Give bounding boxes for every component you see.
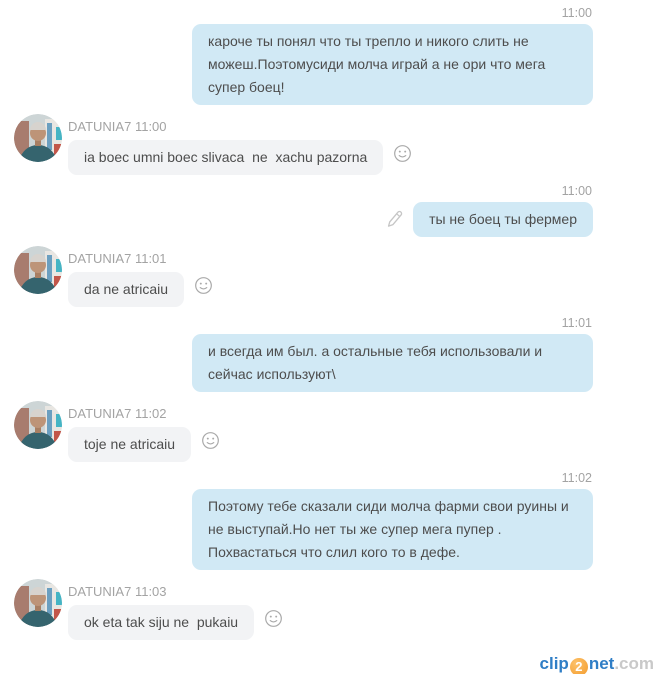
author-name: DATUNIA7 bbox=[68, 119, 132, 134]
message-meta bbox=[68, 406, 220, 421]
logo-text-clip: clip bbox=[539, 654, 569, 673]
message-bubble: кароче ты понял что ты трепло и никого слить не можеш.Поэтомусиди молча играй а не ори что мега супер боец! bbox=[192, 24, 593, 105]
message-meta bbox=[68, 584, 283, 599]
message-incoming bbox=[0, 246, 660, 307]
author-name: DATUNIA7 bbox=[68, 584, 132, 599]
smiley-icon[interactable] bbox=[264, 609, 283, 628]
logo-text-net: net bbox=[588, 654, 615, 673]
message-timestamp: 11:01 bbox=[134, 251, 167, 266]
pencil-icon[interactable] bbox=[384, 209, 405, 231]
avatar[interactable] bbox=[14, 579, 62, 627]
message-timestamp: 11:00 bbox=[134, 119, 167, 134]
message-timestamp: 11:01 bbox=[561, 316, 592, 330]
message-meta bbox=[68, 119, 412, 134]
message-bubble: ты не боец ты фермер bbox=[413, 202, 593, 237]
author-name: DATUNIA7 bbox=[68, 406, 132, 421]
message-incoming bbox=[0, 114, 660, 175]
message-timestamp: 11:02 bbox=[561, 471, 592, 485]
avatar[interactable] bbox=[14, 246, 62, 294]
smiley-icon[interactable] bbox=[393, 144, 412, 163]
message-meta bbox=[68, 251, 213, 266]
logo-circle-2: 2 bbox=[570, 658, 588, 674]
smiley-icon[interactable] bbox=[194, 276, 213, 295]
avatar[interactable] bbox=[14, 114, 62, 162]
smiley-icon[interactable] bbox=[201, 431, 220, 450]
message-bubble: ia boec umni boec slivaca ne xachu pazorna bbox=[68, 140, 383, 175]
message-outgoing bbox=[0, 6, 660, 105]
message-timestamp: 11:02 bbox=[134, 406, 167, 421]
author-name: DATUNIA7 bbox=[68, 251, 132, 266]
message-timestamp: 11:00 bbox=[561, 6, 592, 20]
message-incoming bbox=[0, 401, 660, 462]
message-timestamp: 11:00 bbox=[561, 184, 592, 198]
clip2net-watermark bbox=[540, 654, 654, 674]
message-bubble: Поэтому тебе сказали сиди молча фарми свои руины и не выступай.Но нет ты же супер мега пупер . Похвастаться что слил кого то в дефе. bbox=[192, 489, 593, 570]
logo-text-dotcom: .com bbox=[614, 654, 654, 673]
message-outgoing bbox=[0, 184, 660, 237]
message-timestamp: 11:03 bbox=[134, 584, 167, 599]
message-outgoing bbox=[0, 316, 660, 392]
message-incoming bbox=[0, 579, 660, 640]
message-outgoing bbox=[0, 471, 660, 570]
avatar[interactable] bbox=[14, 401, 62, 449]
message-bubble: da ne atricaiu bbox=[68, 272, 184, 307]
message-bubble: ok eta tak siju ne pukaiu bbox=[68, 605, 254, 640]
message-bubble: и всегда им был. а остальные тебя использовали и сейчас используют\ bbox=[192, 334, 593, 392]
message-bubble: toje ne atricaiu bbox=[68, 427, 191, 462]
